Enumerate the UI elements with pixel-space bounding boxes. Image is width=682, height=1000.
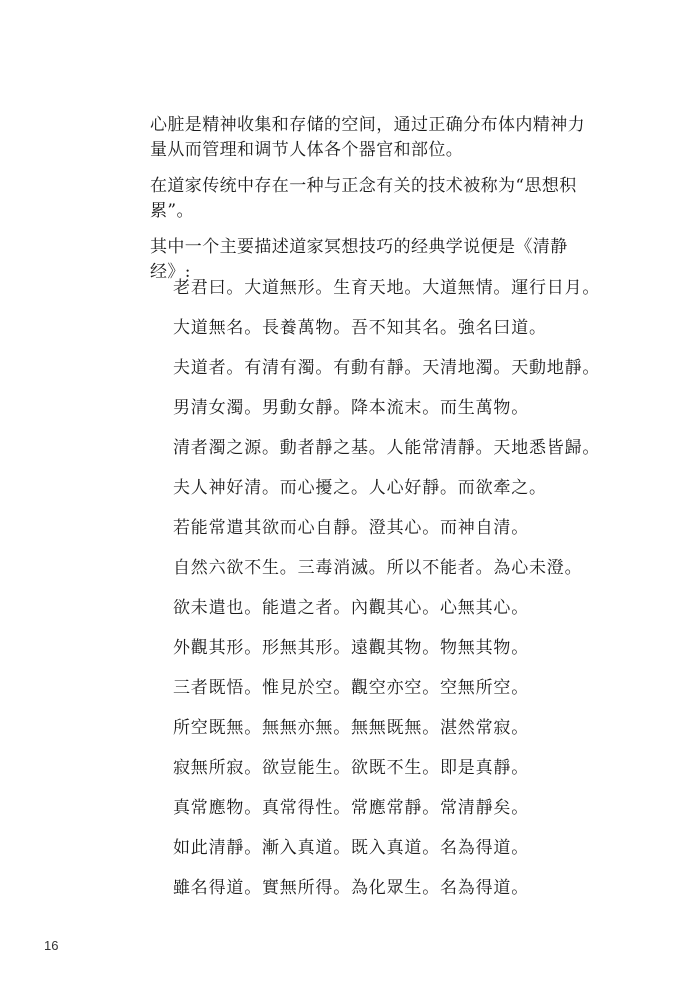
verse-line: 寂無所寂。欲豈能生。欲既不生。即是真靜。: [173, 758, 529, 778]
verse-line: 大道無名。長養萬物。吾不知其名。強名曰道。: [173, 318, 547, 338]
verse-line: 如此清靜。漸入真道。既入真道。名為得道。: [173, 838, 529, 858]
paragraph-3: 其中一个主要描述道家冥想技巧的经典学说便是《清静经》:: [150, 237, 568, 282]
verse-line: 真常應物。真常得性。常應常靜。常清靜矣。: [173, 798, 529, 818]
verse-line: 男清女濁。男動女靜。降本流末。而生萬物。: [173, 398, 529, 418]
paragraph-2: 在道家传统中存在一种与正念有关的技术被称为“思想积累”。: [150, 176, 577, 221]
verse-line: 自然六欲不生。三毒消滅。所以不能者。為心未澄。: [173, 558, 583, 578]
verse-line: 清者濁之源。動者靜之基。人能常清靜。天地悉皆歸。: [173, 438, 601, 458]
verse-line: 夫道者。有清有濁。有動有靜。天清地濁。天動地靜。: [173, 358, 601, 378]
verse-line: 夫人神好清。而心擾之。人心好靜。而欲牽之。: [173, 478, 547, 498]
verse-line: 若能常遣其欲而心自靜。澄其心。而神自清。: [173, 518, 529, 538]
verse-line: 雖名得道。實無所得。為化眾生。名為得道。: [173, 878, 529, 898]
page-number: 16: [44, 938, 59, 953]
verse-line: 老君曰。大道無形。生育天地。大道無情。運行日月。: [173, 278, 601, 298]
verse-line: 欲未遣也。能遣之者。內觀其心。心無其心。: [173, 598, 529, 618]
paragraph-1: 心脏是精神收集和存储的空间，通过正确分布体内精神力量从而管理和调节人体各个器官和部位。: [150, 115, 585, 160]
verse-line: 所空既無。無無亦無。無無既無。湛然常寂。: [173, 718, 529, 738]
verse-line: 三者既悟。惟見於空。觀空亦空。空無所空。: [173, 678, 529, 698]
verse-line: 外觀其形。形無其形。遠觀其物。物無其物。: [173, 638, 529, 658]
